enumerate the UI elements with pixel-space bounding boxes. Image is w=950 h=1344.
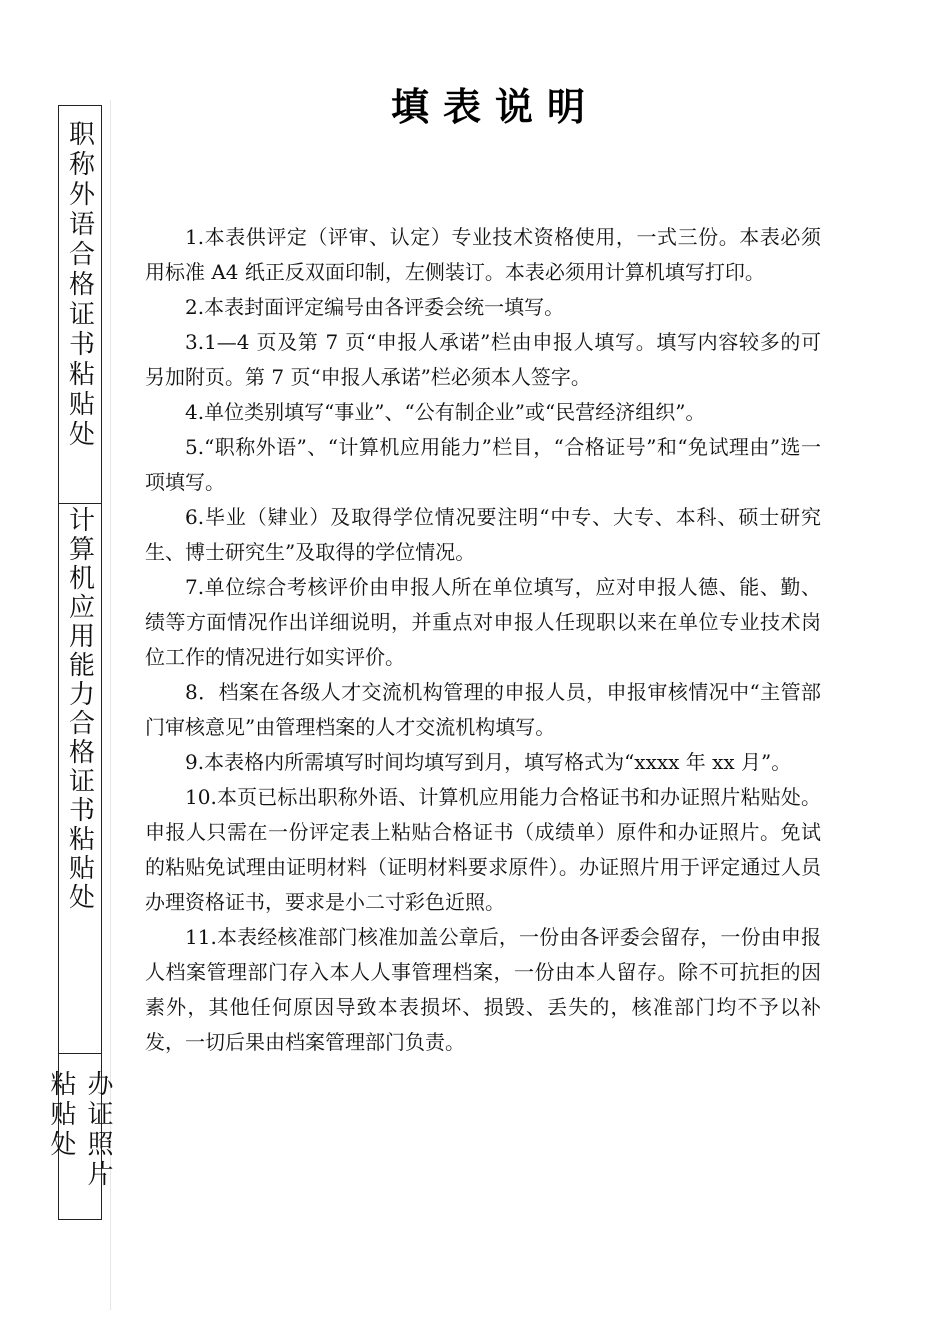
id-photo-paste-area [46, 1054, 113, 1219]
instruction-paragraph: 1.本表供评定（评审、认定）专业技术资格使用，一式三份。本表必须用标准 A4 纸正反双面印制，左侧装订。本表必须用计算机填写打印。 [145, 225, 821, 284]
instruction-paragraph: 11.本表经核准部门核准加盖公章后，一份由各评委会留存，一份由申报人档案管理部门存入本人人事管理档案，一份由本人留存。除不可抗拒的因素外，其他任何原因导致本表损坏、损毁、丢失的，核准部门均不予以补发，一切后果由档案管理部门负责。 [145, 925, 821, 1054]
foreign-language-certificate-label: 职称外语合格证书粘贴处 [64, 120, 95, 450]
instruction-paragraph: 5.“职称外语”、“计算机应用能力”栏目，“合格证号”和“免试理由”选一项填写。 [145, 435, 821, 494]
instruction-paragraph: 9.本表格内所需填写时间均填写到月，填写格式为“xxxx 年 xx 月”。 [185, 750, 792, 774]
computer-skill-certificate-label: 计算机应用能力合格证书粘贴处 [64, 506, 95, 912]
instruction-paragraph: 8．档案在各级人才交流机构管理的申报人员，申报审核情况中“主管部门审核意见”由管理档案的人才交流机构填写。 [145, 680, 821, 739]
instruction-paragraph: 4.单位类别填写“事业”、“公有制企业”或“民营经济组织”。 [185, 400, 706, 424]
foreign-language-certificate-paste-area [59, 106, 101, 504]
id-photo-label: 办证照片粘贴处 [46, 1070, 113, 1190]
instructions-body [145, 220, 821, 1060]
instruction-paragraph: 6.毕业（肄业）及取得学位情况要注明“中专、大专、本科、硕士研究生、博士研究生”及取得的学位情况。 [145, 505, 821, 564]
page-title: 填表说明 [390, 85, 599, 129]
instruction-paragraph: 2.本表封面评定编号由各评委会统一填写。 [185, 295, 565, 319]
instruction-paragraph: 3.1—4 页及第 7 页“申报人承诺”栏由申报人填写。填写内容较多的可另加附页。第 7 页“申报人承诺”栏必须本人签字。 [145, 330, 821, 389]
computer-skill-certificate-paste-area [59, 504, 101, 1054]
paste-area-sidebar [46, 105, 113, 1220]
instruction-paragraph: 7.单位综合考核评价由申报人所在单位填写，应对申报人德、能、勤、绩等方面情况作出详细说明，并重点对申报人任现职以来在单位专业技术岗位工作的情况进行如实评价。 [145, 575, 821, 669]
instruction-paragraph: 10.本页已标出职称外语、计算机应用能力合格证书和办证照片粘贴处。申报人只需在一份评定表上粘贴合格证书（成绩单）原件和办证照片。免试的粘贴免试理由证明材料（证明材料要求原件）。办证照片用于评定通过人员办理资格证书，要求是小二寸彩色近照。 [145, 785, 821, 914]
